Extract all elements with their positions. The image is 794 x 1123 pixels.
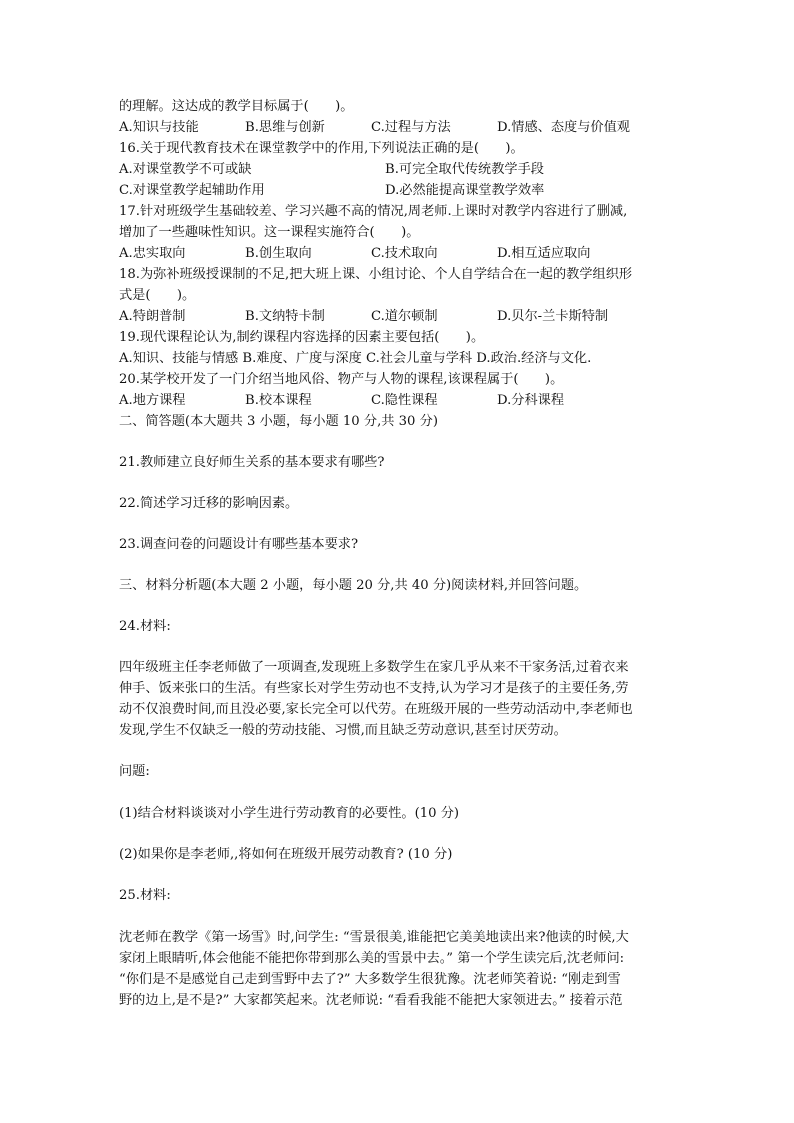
q25-paragraph-line4: 野的边上,是不是?” 大家都笑起来。沈老师说: “看看我能不能把大家领进去。” 接着示范 (119, 993, 623, 1008)
q17-option-a: A.忠实取向 (119, 246, 186, 261)
q24-label: 24.材料: (119, 619, 171, 634)
q25-paragraph-line3: “你们是不是感觉自己走到雪野中去了?” 大多数学生很犹豫。沈老师笑着说: “刚走到雪 (119, 972, 621, 987)
q20-option-a: A.地方课程 (119, 393, 186, 408)
q17-option-b: B.创生取向 (245, 246, 312, 261)
q24-question-label: 问题: (119, 764, 150, 779)
q24-paragraph-line1: 四年级班主任李老师做了一项调查,发现班上多数学生在家几乎从来不干家务活,过着衣来 (119, 660, 629, 675)
q25-paragraph-line1: 沈老师在教学《第一场雪》时,问学生: “雪景很美,谁能把它美美地读出来?他读的时候,大 (119, 930, 629, 945)
q24-sub-question-1: (1)结合材料谈谈对小学生进行劳动教育的必要性。(10 分) (119, 806, 460, 821)
q20-option-c: C.隐性课程 (371, 393, 438, 408)
q20-option-b: B.校本课程 (245, 393, 312, 408)
q19-stem: 19.现代课程论认为,制约课程内容选择的因素主要包括( )。 (119, 330, 485, 345)
q15-option-c: C.过程与方法 (371, 120, 451, 135)
q17-option-c: C.技术取向 (371, 246, 438, 261)
q19-options: A.知识、技能与情感 B.难度、广度与深度 C.社会儿童与学科 D.政治.经济与文化. (119, 351, 592, 366)
q23: 23.调查问卷的问题设计有哪些基本要求? (119, 537, 359, 552)
q18-option-c: C.道尔顿制 (371, 309, 438, 324)
q15-option-a: A.知识与技能 (119, 120, 199, 135)
q17-stem-line2: 增加了一些趣味性知识。这一课程实施符合( )。 (119, 225, 420, 240)
q24-paragraph-line4: 发现,学生不仅缺乏一般的劳动技能、习惯,而且缺乏劳动意识,甚至讨厌劳动。 (119, 723, 567, 738)
q24-paragraph-line3: 动不仅浪费时间,而且没必要,家长完全可以代劳。在班级开展的一些劳动活动中,李老师也 (119, 702, 633, 717)
q17-stem-line1: 17.针对班级学生基础较差、学习兴趣不高的情况,周老师.上课时对教学内容进行了删减, (119, 204, 628, 219)
q18-stem-line1: 18.为弥补班级授课制的不足,把大班上课、小组讨论、个人自学结合在一起的教学组织形 (119, 267, 633, 282)
q20-stem: 20.某学校开发了一门介绍当地风俗、物产与人物的课程,该课程属于( )。 (119, 372, 564, 387)
q16-option-b: B.可完全取代传统教学手段 (385, 162, 544, 177)
q16-option-d: D.必然能提高课堂教学效率 (385, 183, 545, 198)
q25-label: 25.材料: (119, 888, 171, 903)
q18-stem-line2: 式是( )。 (119, 288, 196, 303)
q18-option-a: A.特朗普制 (119, 309, 186, 324)
q24-paragraph-line2: 伸手、饭来张口的生活。有些家长对学生劳动也不支持,认为学习才是孩子的主要任务,劳 (119, 681, 629, 696)
section-2-heading: 二、简答题(本大题共 3 小题，每小题 10 分,共 30 分) (119, 414, 438, 429)
q15-option-b: B.思维与创新 (245, 120, 325, 135)
q24-sub-question-2: (2)如果你是李老师,,将如何在班级开展劳动教育? (10 分) (119, 847, 453, 862)
q17-option-d: D.相互适应取向 (497, 246, 591, 261)
section-3-heading: 三、材料分析题(本大题 2 小题，每小题 20 分,共 40 分)阅读材料,并回答问题。 (119, 578, 588, 593)
q16-option-a: A.对课堂教学不可或缺 (119, 162, 252, 177)
q16-option-c: C.对课堂教学起辅助作用 (119, 183, 265, 198)
q20-option-d: D.分科课程 (497, 393, 565, 408)
q15-option-d: D.情感、态度与价值观 (497, 120, 630, 135)
q22: 22.简述学习迁移的影响因素。 (119, 496, 299, 511)
q15-stem-tail: 的理解。这达成的教学目标属于( )。 (119, 99, 354, 114)
q21: 21.教师建立良好师生关系的基本要求有哪些? (119, 455, 385, 470)
q18-option-b: B.文纳特卡制 (245, 309, 325, 324)
q16-stem: 16.关于现代教育技术在课堂教学中的作用,下列说法正确的是( )。 (119, 141, 524, 156)
q25-paragraph-line2: 家闭上眼睛听,体会他能不能把你带到那么美的雪景中去。” 第一个学生读完后,沈老师问: (119, 951, 625, 966)
q18-option-d: D.贝尔-兰卡斯特制 (497, 309, 609, 324)
